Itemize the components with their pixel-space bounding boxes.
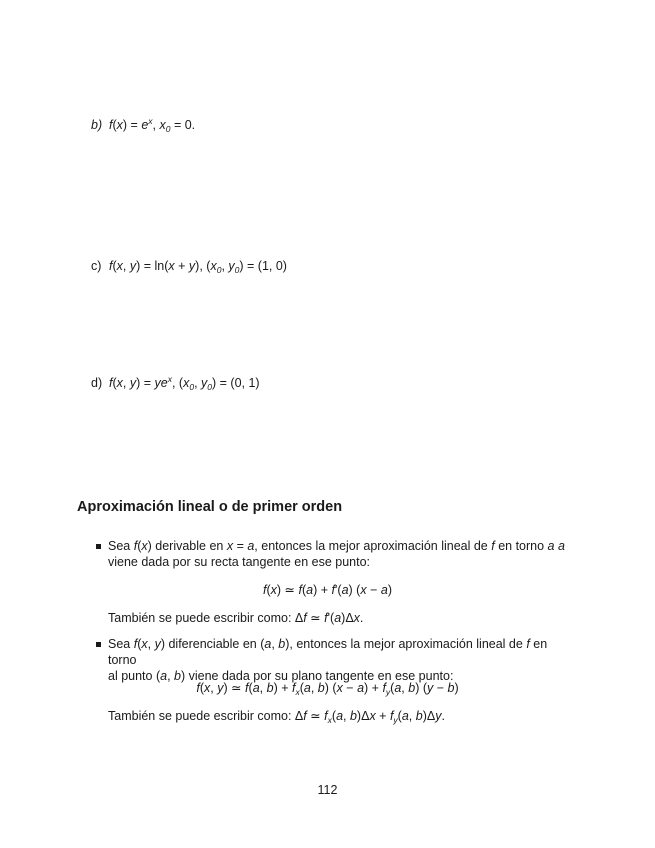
exercise-item-d xyxy=(91,376,260,390)
item-expression: f(x, $y) = ye^x$, ($x_0$, $y_0) = (0$, 1) xyxy=(109,374,260,392)
bullet-2-note: También se puede escribir como: Δf ≃ $f_x(a$, $b)\Delta x + f_y(a$, b)Δy. xyxy=(108,709,445,725)
bullet-2-text xyxy=(108,636,578,684)
exercise-item-b xyxy=(91,118,195,132)
item-expression: f(x, y) = ln(x + y), ($x_0$, $y_0) = (1$, 0) xyxy=(109,259,287,275)
item-label: d) xyxy=(91,376,103,390)
bullet-1-text xyxy=(108,538,578,570)
bullet-1-line1: Sea f(x) derivable en x = a, entonces la mejor aproximación lineal de f en torno a a xyxy=(108,539,565,553)
bullet-1-formula: f(x) ≃ f(a) + f'(a) (x − a) xyxy=(263,583,392,597)
item-label: b) xyxy=(91,118,103,132)
bullet-2-line2: al punto (a, b) viene dada por su plano tangente en ese punto: xyxy=(108,669,454,683)
bullet-2-formula: f(x, y) ≃ f(a, $b) + f_x(a$, b) $(x - a) + f_y(a$, b) (y − b) xyxy=(196,681,459,697)
exercise-item-c xyxy=(91,259,287,273)
bullet-marker xyxy=(96,544,101,549)
item-expression: $f(x) = e^x$, $x_0 = 0$. xyxy=(109,116,196,134)
item-label: c) xyxy=(91,259,102,273)
bullet-marker xyxy=(96,642,101,647)
bullet-1-line2: viene dada por su recta tangente en ese punto: xyxy=(108,555,370,569)
section-title: Aproximación lineal o de primer orden xyxy=(77,499,343,515)
page-number: 112 xyxy=(317,783,338,797)
bullet-1-note: También se puede escribir como: Δf ≃ f'(a)Δx. xyxy=(108,611,364,625)
bullet-2-line1: Sea f(x, y) diferenciable en (a, b), entonces la mejor aproximación lineal de f en torno xyxy=(108,637,548,667)
